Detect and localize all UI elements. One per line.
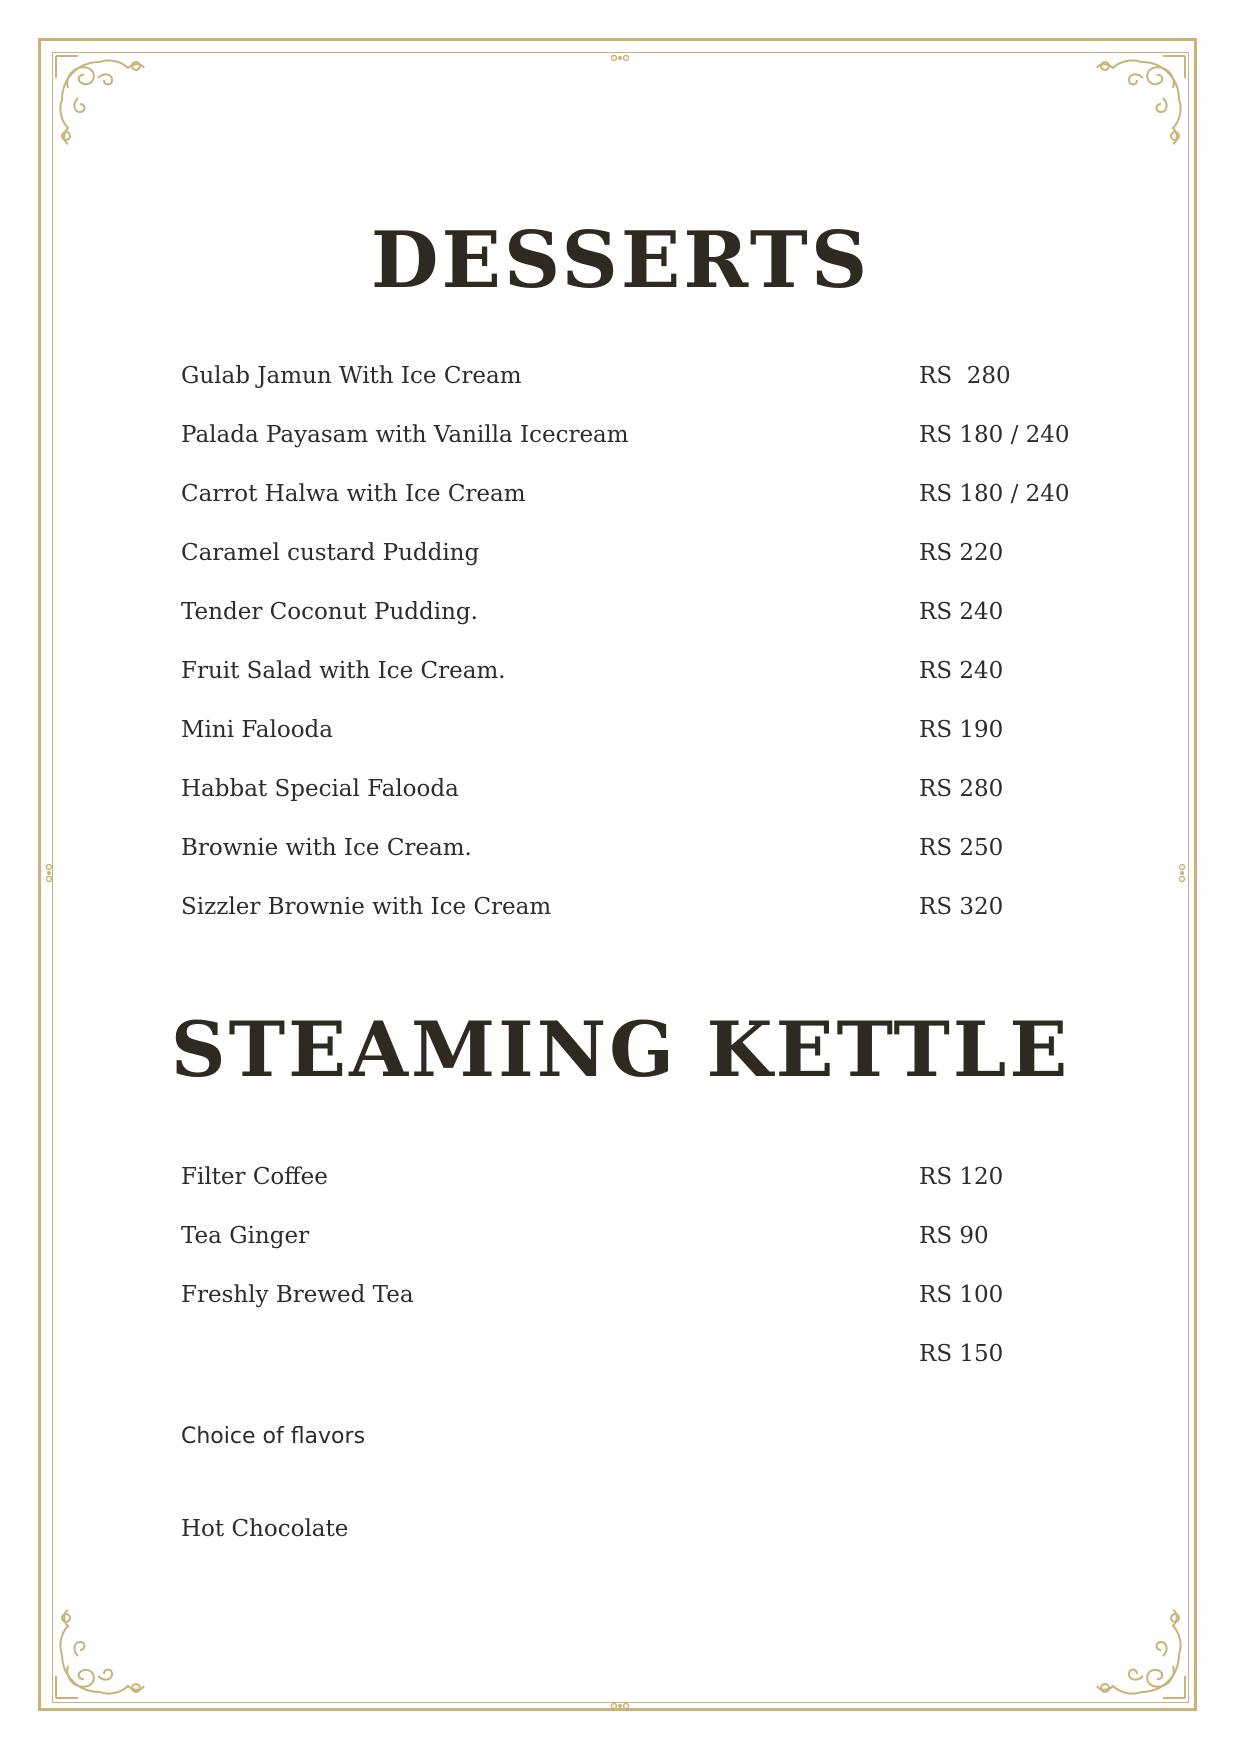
scroll-flourish-icon [1083, 48, 1193, 158]
item-name: Brownie with Ice Cream. [181, 835, 472, 861]
menu-item [0, 1282, 1241, 1341]
item-name: Mini Falooda [181, 717, 333, 743]
menu-item [0, 1164, 1241, 1223]
item-price: RS 180 / 240 [919, 422, 1070, 448]
item-price: RS 240 [919, 599, 1004, 625]
item-name: Caramel custard Pudding [181, 540, 480, 566]
item-price: RS 90 [919, 1223, 989, 1249]
item-price: RS 220 [919, 540, 1004, 566]
item-price: RS 280 [919, 363, 1011, 389]
menu-item [0, 599, 1241, 658]
menu-item [0, 481, 1241, 540]
item-name: Gulab Jamun With Ice Cream [181, 363, 522, 389]
menu-item [0, 540, 1241, 599]
desserts-heading: DESSERTS [370, 215, 871, 306]
item-name: Sizzler Brownie with Ice Cream [181, 894, 552, 920]
menu-item [0, 894, 1241, 953]
item-price: RS 190 [919, 717, 1004, 743]
item-name: Filter Coffee [181, 1164, 328, 1190]
item-price: RS 280 [919, 776, 1004, 802]
item-price: RS 240 [919, 658, 1004, 684]
item-name: Tea Ginger [181, 1223, 310, 1249]
menu-item [0, 835, 1241, 894]
scroll-flourish-icon [48, 48, 158, 158]
menu-item [0, 658, 1241, 717]
item-name: Habbat Special Falooda [181, 776, 459, 802]
steaming-kettle-list [0, 1164, 1241, 1542]
item-price: RS 250 [919, 835, 1004, 861]
item-name-line: Choice of flavors [181, 1424, 366, 1449]
item-price: RS 120 [919, 1164, 1004, 1190]
small-ornament-icon [608, 48, 632, 58]
scroll-flourish-icon [1083, 1596, 1193, 1706]
scroll-flourish-icon [48, 1596, 158, 1706]
item-name: Carrot Halwa with Ice Cream [181, 481, 526, 507]
menu-item [0, 717, 1241, 776]
small-ornament-icon [608, 1696, 632, 1706]
item-name: Fruit Salad with Ice Cream. [181, 658, 506, 684]
desserts-list [0, 363, 1241, 953]
item-price: RS 150 [919, 1341, 1004, 1367]
item-name [181, 1359, 365, 1607]
steaming-kettle-heading: STEAMING KETTLE [170, 1005, 1071, 1094]
item-name: Tender Coconut Pudding. [181, 599, 478, 625]
item-price: RS 320 [919, 894, 1004, 920]
item-name: Freshly Brewed Tea [181, 1282, 414, 1308]
item-name-line: Hot Chocolate [181, 1516, 349, 1542]
menu-item [0, 363, 1241, 422]
item-price: RS 180 / 240 [919, 481, 1070, 507]
item-name: Palada Payasam with Vanilla Icecream [181, 422, 629, 448]
item-price: RS 100 [919, 1282, 1004, 1308]
menu-item [0, 422, 1241, 481]
menu-item [0, 776, 1241, 835]
menu-item [0, 1223, 1241, 1282]
menu-item [0, 1341, 1241, 1542]
